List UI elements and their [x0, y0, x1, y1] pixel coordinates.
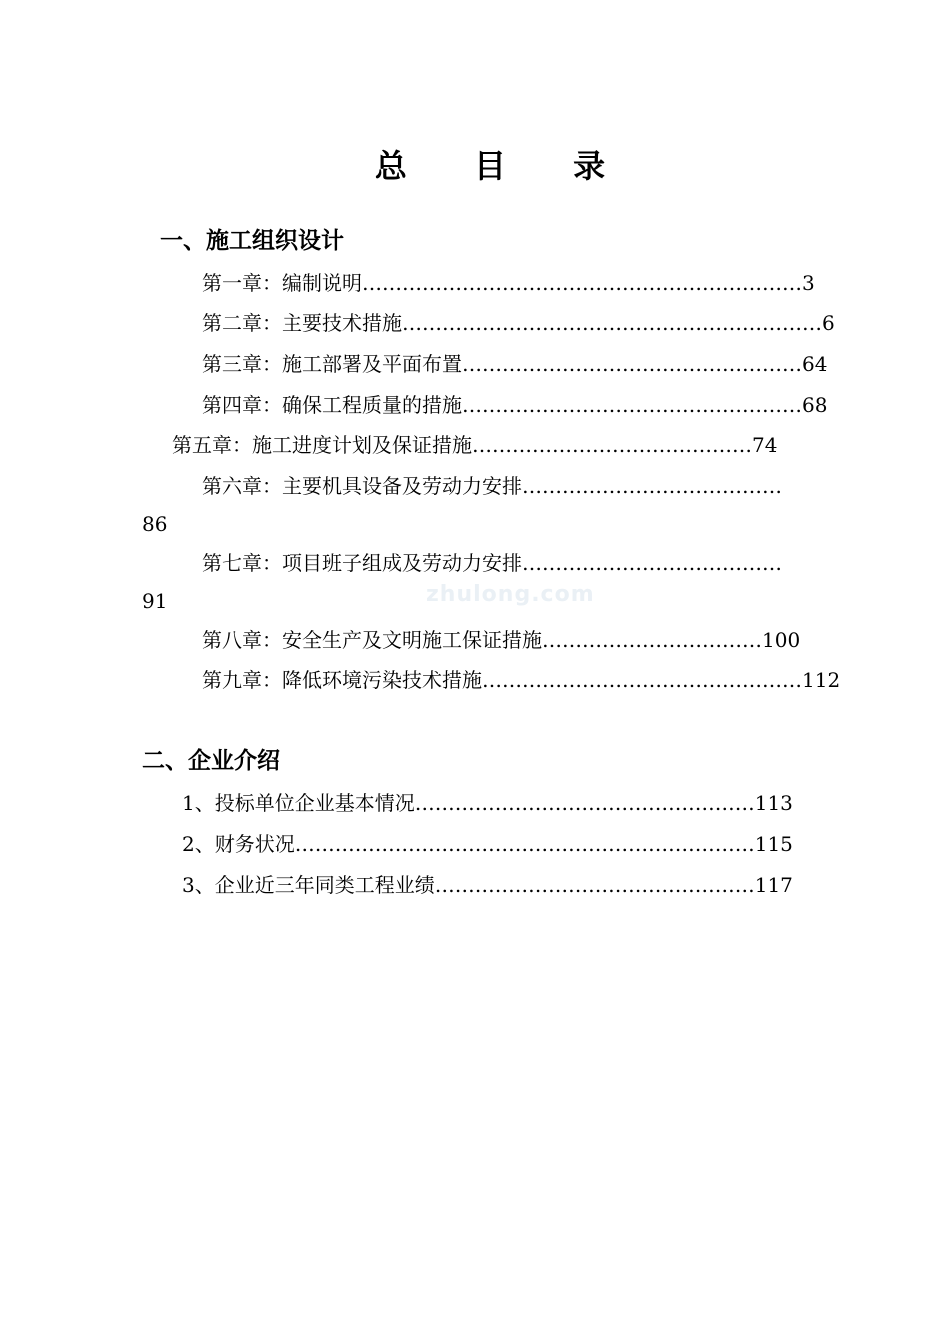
toc-entry-label: 第七章：项目班子组成及劳动力安排	[202, 551, 522, 575]
toc-leader-dots: ………………………………………………………	[402, 311, 822, 335]
toc-page-number: 74	[752, 433, 778, 457]
toc-leader-dots: …………………………………………	[482, 668, 802, 692]
toc-entry-label: 第八章：安全生产及文明施工保证措施	[202, 628, 542, 652]
toc-entry[interactable]	[202, 627, 867, 653]
toc-leader-dots: …………………………………………	[434, 873, 755, 897]
toc-leader-dots: …………………………………	[522, 551, 782, 575]
toc-entry[interactable]	[202, 310, 862, 336]
toc-entry[interactable]	[182, 790, 862, 816]
toc-leader-dots: ……………………………………………	[462, 352, 802, 376]
section-heading-construction: 一、施工组织设计	[160, 228, 344, 254]
toc-page-number: 91	[142, 589, 168, 613]
toc-leader-dots: ……………………………………………	[414, 791, 755, 815]
toc-entry-label: 第一章：编制说明	[202, 271, 362, 295]
toc-entry-label: 第六章：主要机具设备及劳动力安排	[202, 474, 522, 498]
toc-entry[interactable]	[202, 667, 867, 693]
toc-leader-dots: ……………………………………	[472, 433, 752, 457]
toc-entry-label: 第五章：施工进度计划及保证措施	[172, 433, 472, 457]
toc-entry[interactable]	[202, 550, 862, 576]
toc-page-number: 64	[802, 352, 828, 376]
toc-leader-dots: …………………………………	[522, 474, 782, 498]
toc-entry-label: 1、投标单位企业基本情况	[182, 791, 415, 815]
toc-leader-dots: ……………………………………………………………	[294, 832, 755, 856]
toc-page-number: 6	[822, 311, 835, 335]
page-title: 总 目 录	[374, 147, 634, 185]
toc-entry[interactable]	[202, 392, 867, 418]
toc-entry-label: 第二章：主要技术措施	[202, 311, 402, 335]
toc-page-number: 86	[142, 512, 168, 536]
toc-page-number: 115	[754, 832, 793, 856]
toc-page-number: 100	[762, 628, 801, 652]
section-heading-company: 二、企业介绍	[142, 748, 280, 774]
toc-leader-dots: …………………………………………………………	[362, 271, 802, 295]
toc-entry-label: 2、财务状况	[182, 832, 295, 856]
toc-entry[interactable]	[202, 473, 862, 499]
toc-entry[interactable]	[172, 432, 852, 458]
toc-entry[interactable]	[202, 351, 867, 377]
watermark-text: zhulong.com	[426, 582, 595, 607]
toc-leader-dots: ……………………………	[542, 628, 762, 652]
toc-page-number: 3	[802, 271, 815, 295]
toc-entry[interactable]	[202, 270, 862, 296]
toc-page-number: 113	[754, 791, 793, 815]
toc-entry-label: 3、企业近三年同类工程业绩	[182, 873, 435, 897]
toc-page-number: 112	[802, 668, 841, 692]
toc-entry[interactable]	[182, 831, 862, 857]
toc-entry[interactable]	[182, 872, 862, 898]
toc-page-number: 117	[754, 873, 793, 897]
toc-page-number: 68	[802, 393, 828, 417]
toc-leader-dots: ……………………………………………	[462, 393, 802, 417]
toc-entry-label: 第九章：降低环境污染技术措施	[202, 668, 482, 692]
toc-entry-label: 第四章：确保工程质量的措施	[202, 393, 462, 417]
toc-entry-label: 第三章：施工部署及平面布置	[202, 352, 462, 376]
